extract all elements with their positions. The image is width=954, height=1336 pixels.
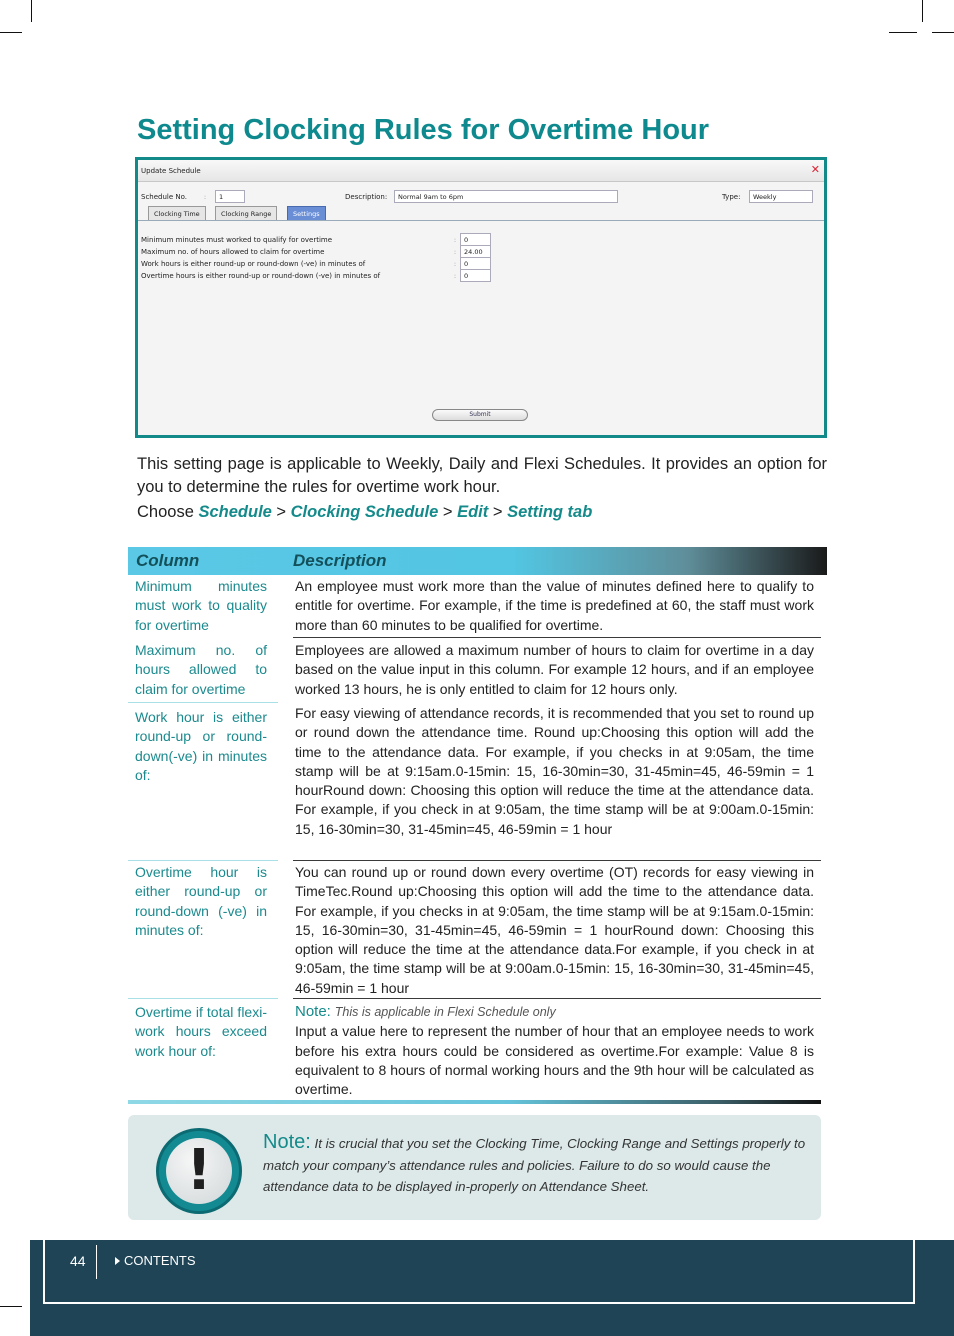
path-schedule: Schedule [198, 503, 272, 521]
description-label: Description: [345, 193, 388, 201]
row-column-name: Work hour is either round-up or round-down(-ve) in minutes of: [135, 709, 267, 783]
description-field[interactable]: Normal 9am to 6pm [394, 190, 618, 203]
overtime-round-field[interactable]: 0 [460, 269, 491, 282]
row-divider [128, 998, 278, 999]
contents-label: CONTENTS [124, 1253, 196, 1268]
min-minutes-field[interactable]: 0 [460, 233, 491, 246]
crop-mark [922, 0, 923, 22]
note-box [128, 1115, 821, 1220]
tab-clocking-range[interactable]: Clocking Range [215, 206, 277, 220]
colon: : [204, 194, 207, 201]
work-round-field[interactable]: 0 [460, 257, 491, 270]
row-divider [128, 860, 278, 861]
crop-mark [0, 32, 22, 33]
navigation-path [137, 503, 592, 522]
row-description: An employee must work more than the value of minutes defined here to qualify to entitle for overtime. For example, if the time is predefined at 60, the staff must work more than 60 minutes to be qualified for overtime. [295, 578, 814, 633]
path-clocking-schedule: Clocking Schedule [290, 503, 439, 521]
max-hours-field[interactable]: 24.00 [460, 245, 491, 258]
type-label: Type: [722, 193, 741, 201]
table-header [128, 547, 827, 575]
path-separator: > [438, 503, 458, 521]
field-label: Overtime hours is either round-up or round-down (-ve) in minutes of [141, 272, 381, 280]
schedule-no-field[interactable]: 1 [215, 190, 245, 203]
update-schedule-screenshot [135, 157, 827, 438]
row-column-name: Minimum minutes must work to quality for overtime [135, 578, 267, 633]
note-badge [156, 1128, 242, 1214]
note-content [263, 1132, 808, 1198]
note-label: Note: [263, 1131, 311, 1153]
page-title: Setting Clocking Rules for Overtime Hour [137, 114, 710, 146]
crop-mark [889, 32, 917, 33]
choose-prefix: Choose [137, 503, 199, 521]
crop-mark [31, 0, 32, 22]
footer-frame [43, 1240, 915, 1304]
column-header-description: Description [293, 551, 387, 570]
path-setting-tab: Setting tab [507, 503, 593, 521]
row-column-name: Overtime if total flexi-work hours exceed work hour of: [135, 1004, 267, 1059]
triangle-right-icon [115, 1257, 120, 1265]
table-footer-rule [128, 1100, 821, 1104]
path-edit: Edit [457, 503, 489, 521]
path-separator: > [271, 503, 291, 521]
row-description: Employees are allowed a maximum number of hours to claim for overtime in a day based on the value input in this column. For example 12 hours, and if an employee worked 13 hours, he is only entitled to claim for 12 hours only. [295, 642, 814, 697]
window-titlebar [138, 160, 824, 182]
crop-mark [932, 32, 954, 33]
row-column-name: Maximum no. of hours allowed to claim for overtime [135, 642, 267, 697]
row-description: Input a value here to represent the number of hour that an employee needs to work before his extra hours could be considered as overtime.For example: Value 8 is equivalent to 8 hours of normal working hours and the 9th hour will be calculated as overtime. [295, 1023, 814, 1098]
exclamation-icon: ! [166, 1138, 232, 1204]
row-description-block [295, 1002, 814, 1099]
row-description: You can round up or round down every overtime (OT) records for easy viewing in TimeTec.Round up:Choosing this option will add the time to the attendance data. For example, if you checks in at 9:05am, the time stamp will be at 9:15am.0-15min: 15, 16-30min=30, 31-45min=45, 46-59min = 1 hourRound down: Choosing this option will reduce the time at the attendance data.For example, if you check in at 9:05am, the time stamp will be at 9:00am.0-15min: 15, 16-30min=30, 31-45min=45, 46-59min = 1 hour [295, 864, 814, 996]
colon: : [454, 249, 457, 256]
window-title: Update Schedule [141, 167, 201, 175]
submit-button[interactable]: Submit [432, 409, 528, 421]
tab-clocking-time[interactable]: Clocking Time [148, 206, 206, 220]
row-column-name: Overtime hour is either round-up or round-down (-ve) in minutes of: [135, 864, 267, 938]
page-footer [30, 1240, 954, 1336]
intro-paragraph: This setting page is applicable to Weekly, Daily and Flexi Schedules. It provides an option for you to determine the rules for overtime work hour. [137, 455, 827, 496]
path-separator: > [488, 503, 508, 521]
contents-link[interactable] [115, 1253, 196, 1268]
row-description: For easy viewing of attendance records, it is recommended that you set to round up or round down the attendance time. Round up:Choosing this option will add the time to the attendance data. For example, if you checks in at 9:05am, the time stamp will be at 9:15am.0-15min: 15, 16-30min=30, 31-45min=45, 46-59min = 1 hourRound down: Choosing this option will reduce the time at the attendance data. For example, if you check in at 9:05am, the time stamp will be at 9:00am.0-15min: 15, 16-30min=30, 31-45min=45, 46-59min = 1 hour [295, 705, 814, 837]
close-icon[interactable]: ✕ [810, 163, 820, 176]
footer-divider [96, 1245, 97, 1279]
row-note-label: Note: [295, 1003, 331, 1020]
page-number: 44 [70, 1253, 86, 1269]
colon: : [454, 237, 457, 244]
row-divider [128, 702, 278, 703]
row-note-text: This is applicable in Flexi Schedule only [334, 1005, 556, 1019]
type-select[interactable]: Weekly [749, 190, 813, 203]
colon: : [454, 261, 457, 268]
field-label: Minimum minutes must worked to qualify for overtime [141, 236, 333, 244]
row-divider [293, 998, 821, 999]
row-divider [293, 637, 821, 638]
colon: : [454, 273, 457, 280]
field-label: Work hours is either round-up or round-down (-ve) in minutes of [141, 260, 366, 268]
crop-mark [0, 1306, 22, 1307]
schedule-no-label: Schedule No. [141, 193, 188, 201]
tab-divider [138, 220, 824, 221]
note-text: It is crucial that you set the Clocking Time, Clocking Range and Settings properly to match your company’s attendance rules and policies. Failure to do so would cause the attendance data to be displayed in-properly on Attendance Sheet. [263, 1136, 806, 1194]
row-divider [293, 860, 821, 861]
tab-settings[interactable]: Settings [287, 206, 326, 220]
column-header-column: Column [136, 551, 200, 570]
field-label: Maximum no. of hours allowed to claim for overtime [141, 248, 325, 256]
